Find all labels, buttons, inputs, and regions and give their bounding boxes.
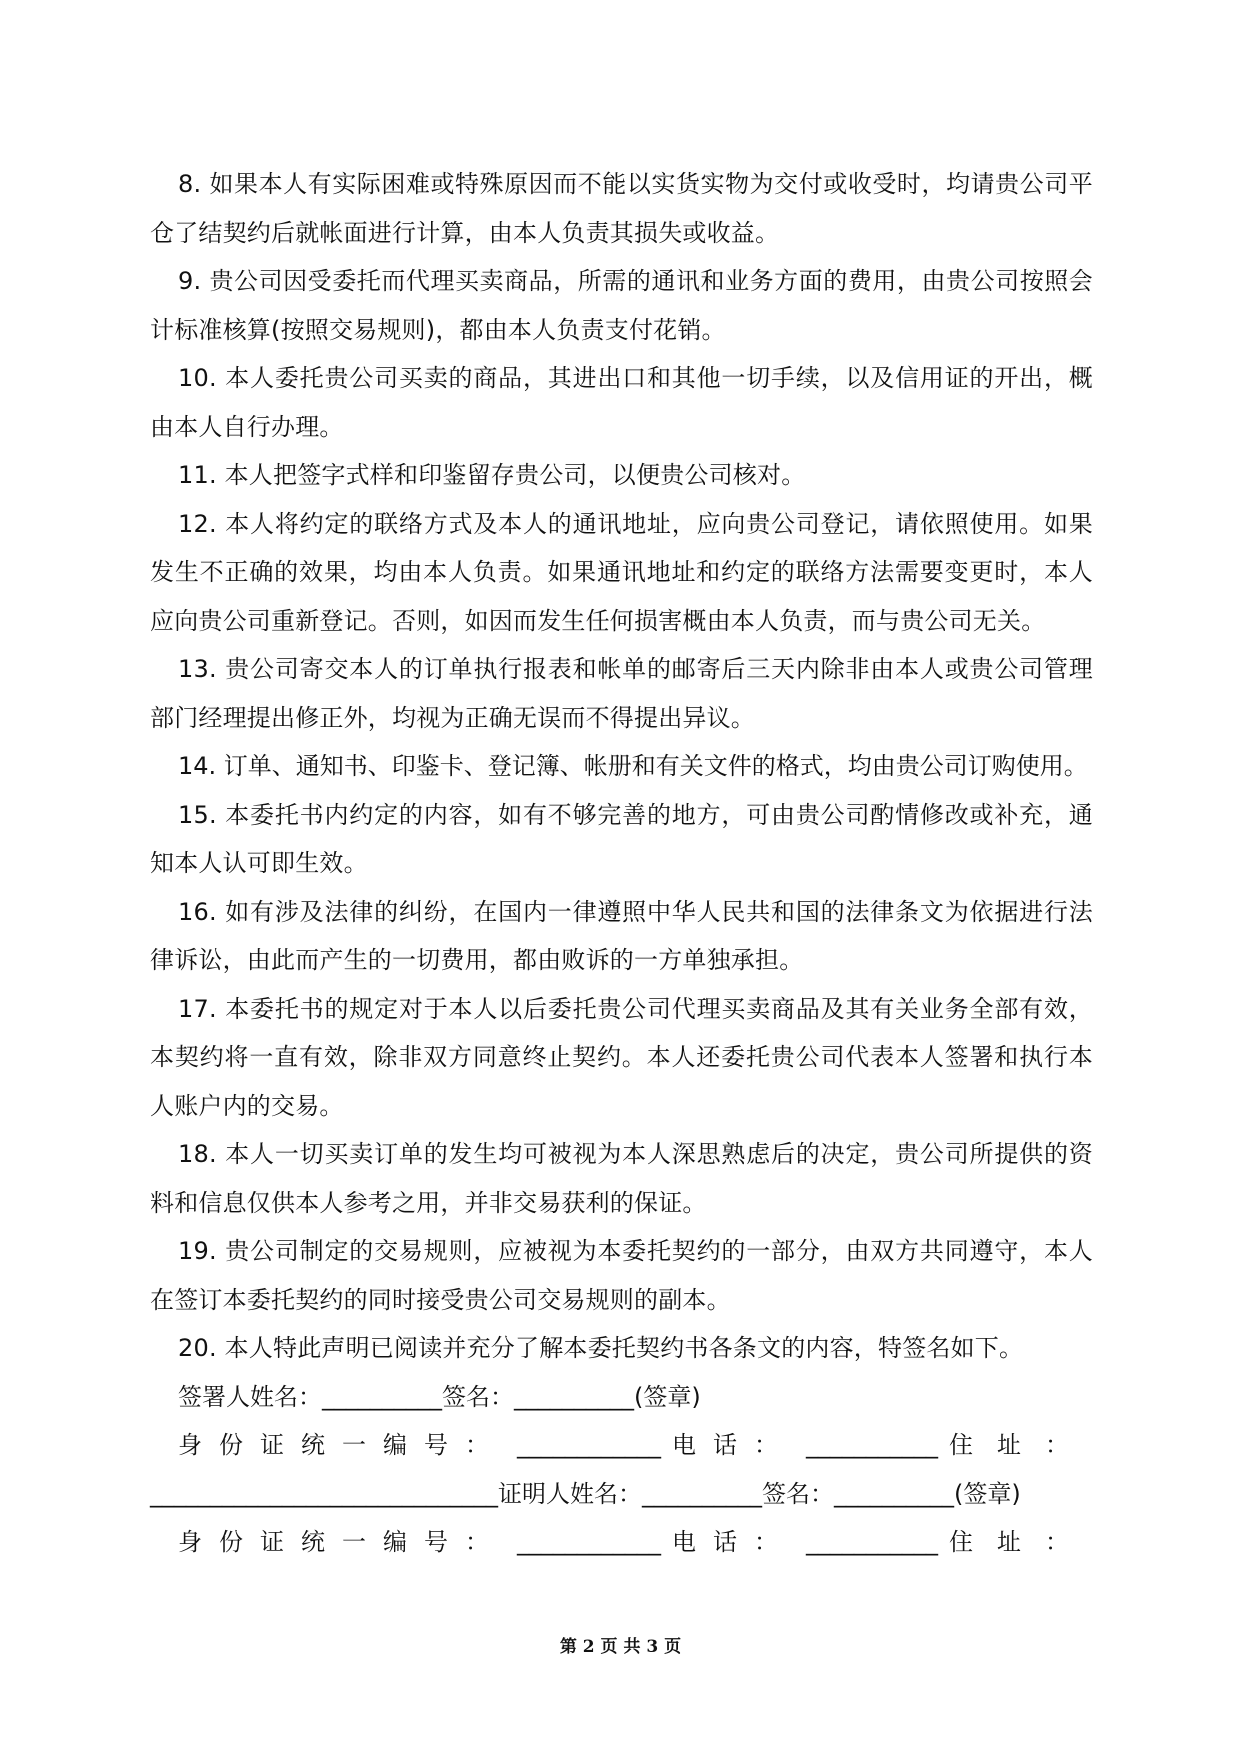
- clause-16: 16. 如有涉及法律的纠纷，在国内一律遵照中华人民共和国的法律条文为依据进行法律诉讼，由此而产生的一切费用，都由败诉的一方单独承担。: [150, 897, 1093, 974]
- page-footer: 第 2 页 共 3 页: [559, 1637, 682, 1657]
- clause-18: 18. 本人一切买卖订单的发生均可被视为本人深思熟虑后的决定，贵公司所提供的资料和信息仅供本人参考之用，并非交易获利的保证。: [150, 1140, 1093, 1217]
- signature-block: [150, 1373, 1093, 1567]
- signer-id-row: [150, 1421, 1093, 1470]
- id-number-blank: ____________: [517, 1431, 661, 1459]
- clause-9: 9. 贵公司因受委托而代理买卖商品，所需的通讯和业务方面的费用，由贵公司按照会计标准核算(按照交易规则)，都由本人负责支付花销。: [150, 267, 1093, 344]
- clause-17: 17. 本委托书的规定对于本人以后委托贵公司代理买卖商品及其有关业务全部有效，本契约将一直有效，除非双方同意终止契约。本人还委托贵公司代表本人签署和执行本人账户内的交易。: [150, 994, 1093, 1120]
- id-number-blank-2: ____________: [517, 1528, 661, 1556]
- address-label: 住址：: [949, 1431, 1093, 1459]
- id-number-label: 身份证统一编号：: [178, 1431, 506, 1459]
- clause-12: 12. 本人将约定的联络方式及本人的通讯地址，应向贵公司登记，请依照使用。如果发生不正确的效果，均由本人负责。如果通讯地址和约定的联络方法需要变更时，本人应向贵公司重新登记。否则，如因而发生任何损害概由本人负责，而与贵公司无关。: [150, 509, 1093, 635]
- clause-13: 13. 贵公司寄交本人的订单执行报表和帐单的邮寄后三天内除非由本人或贵公司管理部门经理提出修正外，均视为正确无误而不得提出异议。: [150, 655, 1093, 732]
- signer-line: 签署人姓名：__________签名：__________(签章): [178, 1382, 701, 1411]
- clause-19: 19. 贵公司制定的交易规则，应被视为本委托契约的一部分，由双方共同遵守，本人在签订本委托契约的同时接受贵公司交易规则的副本。: [150, 1237, 1093, 1314]
- address-label-2: 住址：: [949, 1528, 1093, 1556]
- witness-id-row: [150, 1518, 1093, 1567]
- witness-line: _____________________________证明人姓名：__________签名：__________(签章): [150, 1479, 1021, 1508]
- clause-11: 11. 本人把签字式样和印鉴留存贵公司，以便贵公司核对。: [178, 461, 806, 489]
- clause-10: 10. 本人委托贵公司买卖的商品，其进出口和其他一切手续，以及信用证的开出，概由本人自行办理。: [150, 364, 1093, 441]
- clause-15: 15. 本委托书内约定的内容，如有不够完善的地方，可由贵公司酌情修改或补充，通知本人认可即生效。: [150, 800, 1093, 877]
- clause-14: 14. 订单、通知书、印鉴卡、登记簿、帐册和有关文件的格式，均由贵公司订购使用。: [178, 752, 1088, 780]
- phone-blank-2: ___________: [806, 1528, 938, 1556]
- phone-blank: ___________: [806, 1431, 938, 1459]
- clause-20: 20. 本人特此声明已阅读并充分了解本委托契约书各条文的内容，特签名如下。: [178, 1334, 1024, 1362]
- clause-8: 8. 如果本人有实际困难或特殊原因而不能以实货实物为交付或收受时，均请贵公司平仓了结契约后就帐面进行计算，由本人负责其损失或收益。: [150, 170, 1093, 247]
- id-number-label-2: 身份证统一编号：: [178, 1528, 506, 1556]
- phone-label: 电话：: [672, 1431, 795, 1459]
- phone-label-2: 电话：: [672, 1528, 795, 1556]
- document-body: [150, 160, 1093, 1567]
